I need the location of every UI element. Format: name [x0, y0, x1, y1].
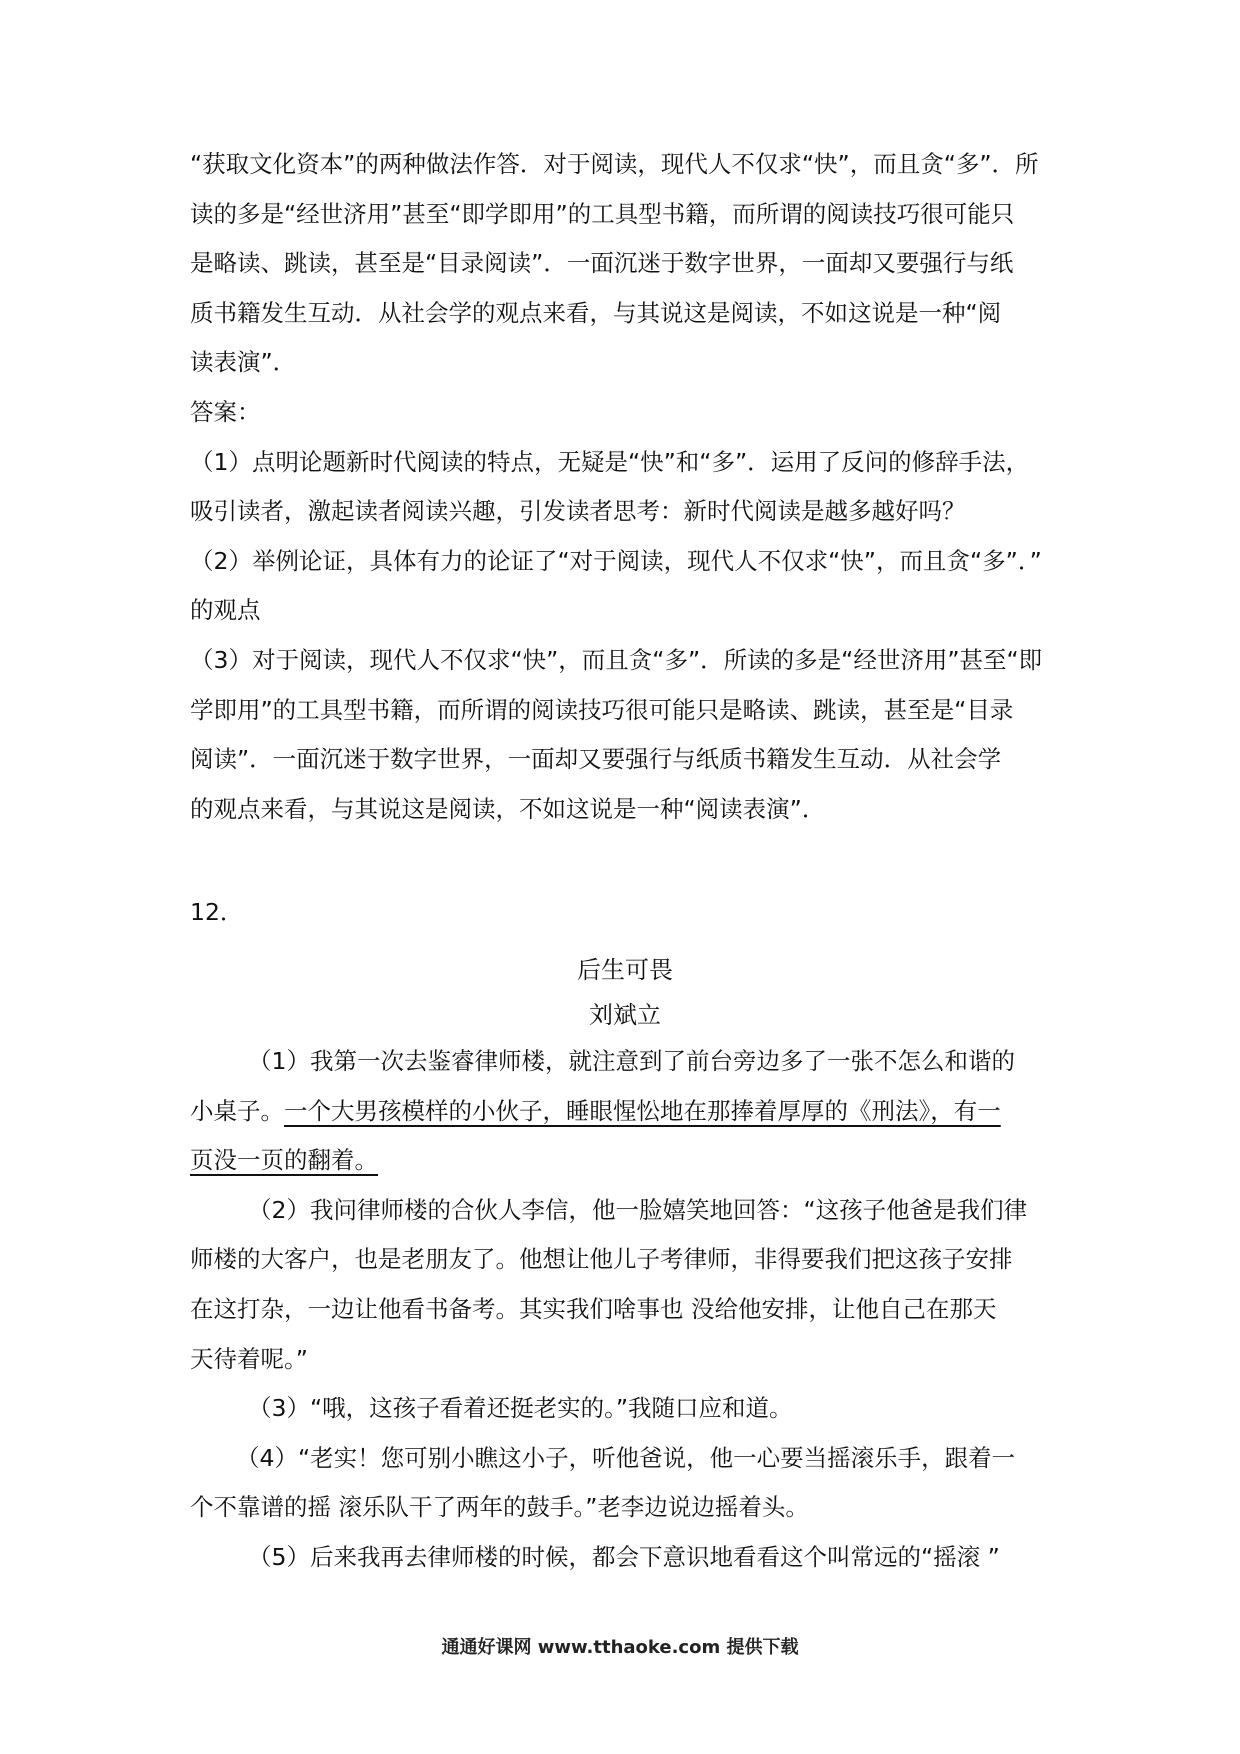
answer-2-line: 的观点	[190, 596, 261, 625]
answer-3-line: 的观点来看，与其说这是阅读，不如这说是一种“阅读表演”．	[190, 794, 826, 823]
answer-1-line: 吸引读者，激起读者阅读兴趣，引发读者思考：新时代阅读是越多越好吗？	[190, 497, 966, 526]
text-line: 是略读、跳读，甚至是“目录阅读”．一面沉迷于数字世界，一面却又要强行与纸	[190, 249, 1014, 278]
para-1-plain: 小桌子。	[190, 1096, 284, 1125]
para-4-line: 个不靠谱的摇 滚乐队干了两年的鼓手。”老李边说边摇着头。	[190, 1493, 809, 1522]
article-body	[190, 1037, 1060, 1583]
text-line: “获取文化资本”的两种做法作答．对于阅读，现代人不仅求“快”，而且贪“多”．所	[190, 150, 1039, 178]
para-1-underlined: 页没一页的翻着。	[190, 1146, 378, 1175]
answer-3-line: （3）对于阅读，现代人不仅求“快”，而且贪“多”．所读的多是“经世济用”甚至“即	[190, 645, 1043, 674]
para-4-line: （4）“老实！您可别小瞧这小子，听他爸说，他一心要当摇滚乐手，跟着一	[236, 1443, 1016, 1472]
page-footer: 通通好课网 www.tthaoke.com 提供下载	[441, 1637, 799, 1658]
answer-3-line: 学即用”的工具型书籍，而所谓的阅读技巧很可能只是略读、跳读，甚至是“目录	[190, 695, 1014, 724]
answer-2-line: （2）举例论证，具体有力的论证了“对于阅读，现代人不仅求“快”，而且贪“多”．”	[190, 546, 1042, 575]
para-1-underlined: 一个大男孩模样的小伙子，睡眼惺忪地在那捧着厚厚的《刑法》，有一	[284, 1096, 1001, 1125]
question-number-text: 12．	[190, 898, 244, 926]
article-title: 后生可畏	[577, 956, 673, 984]
text-line: 读表演”．	[190, 348, 297, 377]
text-line: 读的多是“经世济用”甚至“即学即用”的工具型书籍，而所谓的阅读技巧很可能只	[190, 199, 1015, 228]
para-2-line: 师楼的大客户，也是老朋友了。他想让他儿子考律师，非得要我们把这孩子安排	[190, 1245, 1013, 1274]
text-line: 质书籍发生互动．从社会学的观点来看，与其说这是阅读，不如这说是一种“阅	[190, 298, 1002, 327]
para-2-line: （2）我问律师楼的合伙人李信，他一脸嬉笑地回答：“这孩子他爸是我们律	[248, 1195, 1028, 1224]
answer-1-line: （1）点明论题新时代阅读的特点，无疑是“快”和“多”．运用了反问的修辞手法，	[190, 447, 1030, 476]
article-author: 刘斌立	[589, 1001, 661, 1029]
para-2-line: 天待着呢。”	[190, 1344, 308, 1373]
para-1-line	[190, 1136, 1060, 1186]
paragraph-reading-analysis	[190, 140, 1060, 834]
para-1-line	[190, 1087, 1060, 1137]
answer-label: 答案：	[190, 397, 261, 426]
para-3-line: （3）“哦，这孩子看着还挺老实的。”我随口应和道。	[248, 1394, 793, 1423]
para-1-line: （1）我第一次去鉴睿律师楼，就注意到了前台旁边多了一张不怎么和谐的	[248, 1047, 1015, 1075]
answer-3-line: 阅读”．一面沉迷于数字世界，一面却又要强行与纸质书籍发生互动．从社会学	[190, 745, 1002, 774]
para-2-line: 在这打杂，一边让他看书备考。其实我们啥事也 没给他安排，让他自己在那天	[190, 1294, 997, 1323]
para-5-line: （5）后来我再去律师楼的时候，都会下意识地看看这个叫常远的“摇滚 ”	[248, 1542, 1000, 1571]
question-number	[190, 888, 1060, 938]
